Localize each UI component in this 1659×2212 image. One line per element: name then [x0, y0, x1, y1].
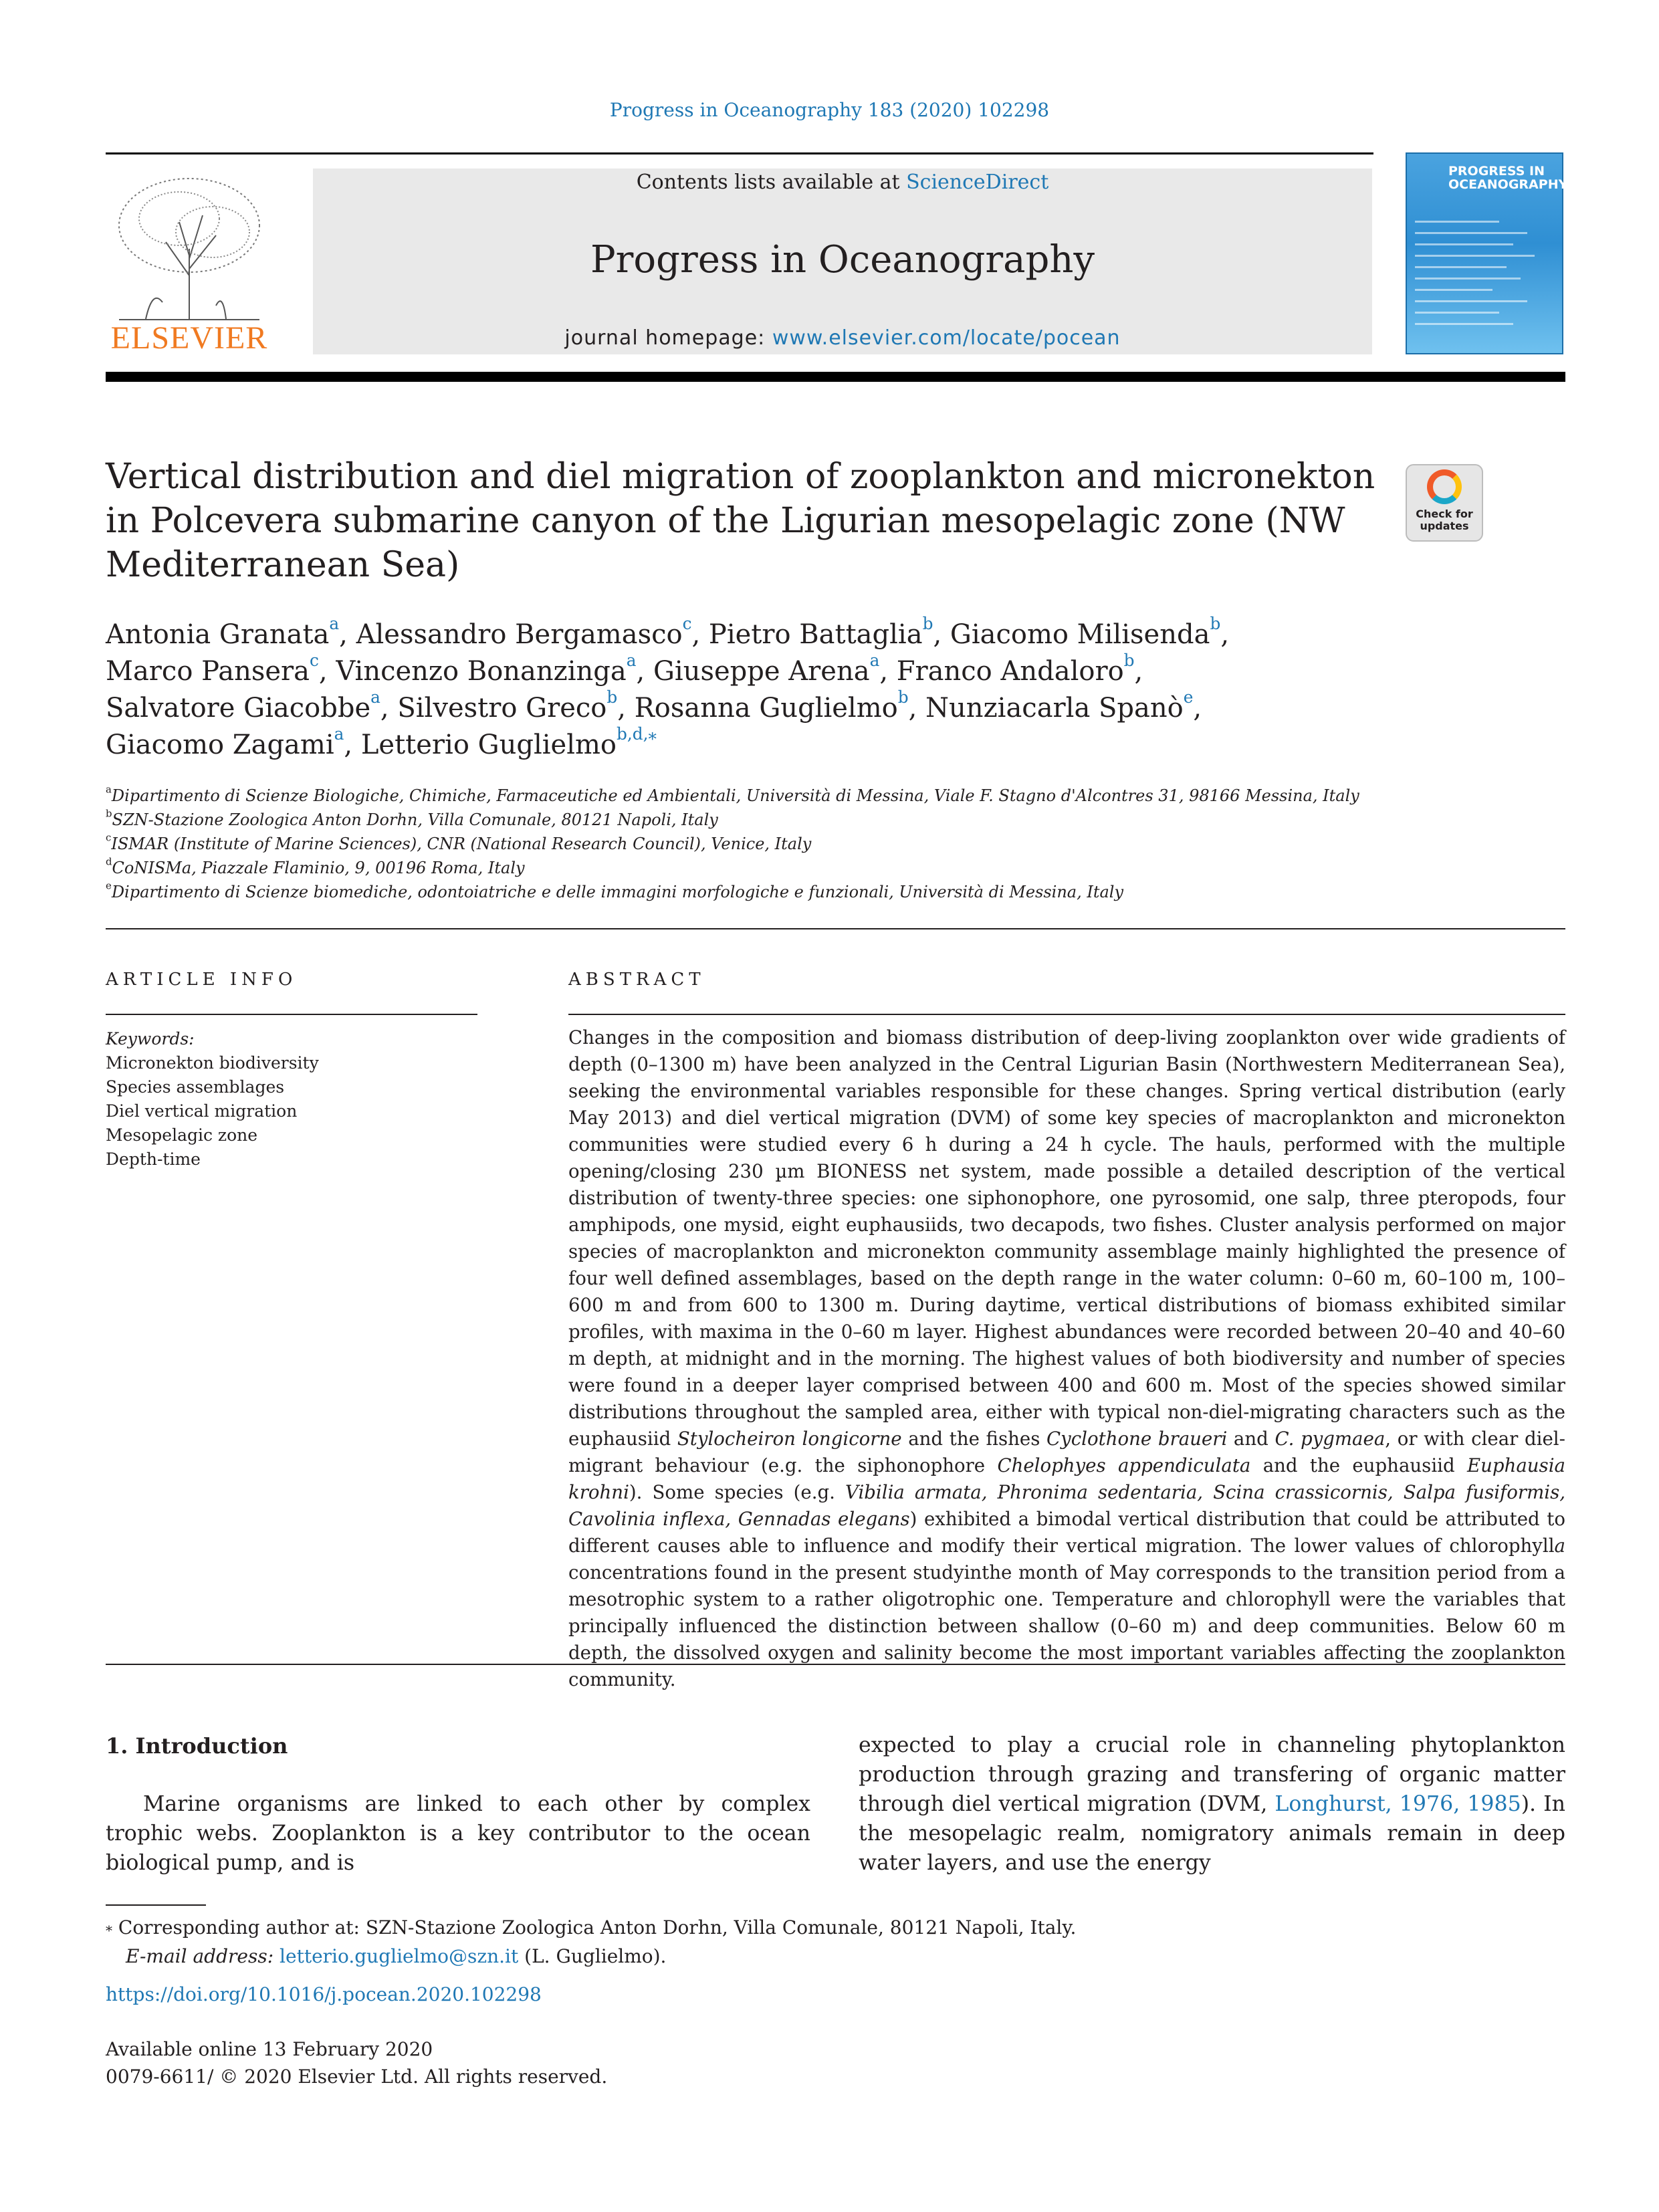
author-separator: , — [1193, 693, 1202, 724]
author-affiliation-mark[interactable]: b — [606, 687, 618, 707]
author-name[interactable]: Alessandro Bergamasco — [356, 619, 683, 650]
affiliation-text: Dipartimento di Scienze Biologiche, Chimiche, Farmaceutiche ed Ambientali, Università di Messina, Viale F. Stagno d'Alcontres 31, 98166 Messina, Italy — [111, 786, 1359, 805]
author-name[interactable]: Antonia Granata — [106, 619, 330, 650]
author-separator: , — [691, 619, 709, 650]
introduction-column-1 — [106, 1789, 810, 1878]
keyword: Micronekton biodiversity — [106, 1053, 319, 1073]
email-suffix: (L. Guglielmo). — [518, 1945, 667, 1967]
abstract-species-name: Stylocheiron longicorne — [677, 1428, 902, 1450]
keyword: Mesopelagic zone — [106, 1125, 258, 1145]
check-for-updates-icon — [1427, 469, 1462, 504]
abstract-text: Changes in the composition and biomass distribution of deep-living zooplankton over wide gradients of depth (0–1300 m) have been analyzed in the Central Ligurian Basin (Northwestern Mediterranean Sea), seeking the environmental variables responsible for these changes. Spring vertical distribution (early May 2013) and diel vertical migration (DVM) of some key species of macroplankton and micronekton communities were studied every 6 h during a 24 h cycle. The hauls, performed with the multiple opening/closing 230 µm BIONESS net system, made possible a detailed description of the vertical distribution of twenty-three species: one siphonophore, one pyrosomid, one salp, three pteropods, four amphipods, one mysid, eight euphausiids, two decapods, two fishes. Cluster analysis performed on major species of macroplankton and micronekton community assemblage mainly highlighted the presence of four well defined assemblages, based on the depth range in the water column: 0–60 m, 60–100 m, 100–600 m and from 600 to 1300 m. During daytime, vertical distributions of biomass exhibited similar profiles, with maxima in the 0–60 m layer. Highest abundances were recorded between 20–40 and 40–60 m depth, at midnight and in the morning. The highest values of both biodiversity and number of species were found in a deeper layer comprised between 400 and 600 m. Most of the species showed similar distributions throughout the sampled area, either with typical non-diel-migrating characters such as the euphausiid — [568, 1026, 1565, 1450]
abstract-rule — [568, 1014, 1565, 1015]
introduction-paragraph: Marine organisms are linked to each other by complex trophic webs. Zooplankton is a key contributor to the ocean biological pump, and is — [106, 1792, 810, 1875]
keyword: Diel vertical migration — [106, 1101, 298, 1121]
contents-line — [313, 171, 1372, 194]
abstract-species-name: a — [1554, 1535, 1565, 1557]
author-line — [106, 613, 1443, 653]
abstract-text: , or with clear diel-migrant behaviour (e.g. the siphonophore — [568, 1428, 1565, 1476]
abstract-species-name: Euphausia krohni — [568, 1454, 1565, 1503]
author-name[interactable]: Nunziacarla Spanò — [925, 693, 1184, 724]
elsevier-wordmark: ELSEVIER — [110, 320, 268, 356]
author-affiliation-mark[interactable]: a — [370, 687, 380, 707]
journal-reference[interactable]: Progress in Oceanography 183 (2020) 102298 — [609, 99, 1050, 121]
author-line — [106, 687, 1443, 727]
affiliation — [106, 808, 1443, 832]
author-affiliation-mark[interactable]: b — [897, 687, 909, 707]
author-separator: , — [339, 619, 356, 650]
publication-info — [106, 2035, 908, 2090]
author-affiliation-mark[interactable]: c — [682, 613, 692, 633]
citation-link-longhurst[interactable]: Longhurst, 1976, 1985 — [1275, 1792, 1521, 1816]
author-affiliation-mark[interactable]: b — [922, 613, 933, 633]
cover-title: PROGRESS IN OCEANOGRAPHY — [1448, 164, 1568, 192]
author-separator: , — [1220, 619, 1230, 650]
footnote-rule — [106, 1904, 206, 1906]
email-label: E-mail address: — [126, 1945, 280, 1967]
abstract-text: and — [1227, 1428, 1275, 1450]
available-online: Available online 13 February 2020 — [106, 2038, 433, 2060]
abstract-body — [568, 1024, 1565, 1693]
corresponding-author-text: Corresponding author at: SZN-Stazione Zoologica Anton Dorhn, Villa Comunale, 80121 Napoli, Italy. — [112, 1916, 1077, 1939]
author-name[interactable]: Giuseppe Arena — [653, 656, 870, 687]
abstract-text: ). Some species (e.g. — [629, 1481, 845, 1503]
affiliation — [106, 832, 1443, 856]
abstract-species-name: C. pygmaea — [1275, 1428, 1386, 1450]
author-affiliation-mark[interactable]: b,d,⁎ — [617, 724, 657, 744]
affiliation — [106, 880, 1443, 904]
check-for-updates-label: Check for updates — [1416, 508, 1473, 532]
abstract-text: concentrations found in the present studyinthe month of May corresponds to the transition period from a mesotrophic system to a rather oligotrophic one. Temperature and chlorophyll were the variables that principally influenced the distinction between shallow (0–60 m) and deep communities. Below 60 m depth, the dissolved oxygen and salinity become the most important variables affecting the zooplankton community. — [568, 1561, 1565, 1690]
abstract-text: ) exhibited a bimodal vertical distribution that could be attributed to different causes able to influence and modify their vertical migration. The lower values of chlorophyll — [568, 1508, 1565, 1557]
author-separator: , — [318, 656, 336, 687]
copyright-line: 0079-6611/ © 2020 Elsevier Ltd. All rights reserved. — [106, 2066, 608, 2088]
email-link[interactable]: letterio.guglielmo@szn.it — [280, 1945, 519, 1967]
affiliation-mark: a — [106, 783, 112, 796]
author-name[interactable]: Salvatore Giacobbe — [106, 693, 371, 724]
abstract-species-name: Chelophyes appendiculata — [997, 1454, 1251, 1476]
header-thick-rule — [106, 372, 1565, 382]
abstract-heading: ABSTRACT — [568, 970, 705, 990]
author-line — [106, 650, 1443, 690]
cover-decoration — [1415, 221, 1555, 334]
author-separator: , — [636, 656, 653, 687]
author-name[interactable]: Giacomo Zagami — [106, 730, 334, 760]
keywords-block — [106, 1027, 477, 1172]
keyword: Species assemblages — [106, 1077, 285, 1097]
homepage-prefix: journal homepage: — [564, 326, 772, 350]
author-separator: , — [617, 693, 635, 724]
affiliation-text: Dipartimento di Scienze biomediche, odontoiatriche e delle immagini morfologiche e funzionali, Università di Messina, Italy — [111, 883, 1124, 901]
header-rule — [106, 152, 1373, 154]
author-separator: , — [380, 693, 398, 724]
article-title: Vertical distribution and diel migration of zooplankton and micronekton in Polcevera submarine canyon of the Ligurian mesopelagic zone (NW Mediterranean Sea) — [106, 457, 1375, 585]
corresponding-author-note — [106, 1912, 1309, 1942]
homepage-link[interactable]: www.elsevier.com/locate/pocean — [772, 326, 1121, 350]
author-affiliation-mark[interactable]: a — [869, 650, 880, 670]
introduction-heading: 1. Introduction — [106, 1733, 288, 1759]
affiliation-mark: b — [106, 807, 112, 820]
author-affiliation-mark[interactable]: e — [1183, 687, 1194, 707]
author-name[interactable]: Rosanna Guglielmo — [634, 693, 898, 724]
abstract-species-name: Vibilia armata, Phronima sedentaria, Scina crassicornis, Salpa fusiformis, Cavolinia inflexa, Gennadas elegans — [568, 1481, 1565, 1530]
author-name[interactable]: Giacomo Milisenda — [950, 619, 1210, 650]
affiliation-mark: c — [106, 831, 112, 844]
journal-title: Progress in Oceanography — [590, 238, 1095, 282]
affiliation-mark: e — [106, 879, 112, 892]
author-separator: , — [1134, 656, 1143, 687]
author-affiliation-mark[interactable]: a — [329, 613, 340, 633]
author-affiliation-mark[interactable]: c — [310, 650, 319, 670]
affiliation-text: CoNISMa, Piazzale Flaminio, 9, 00196 Roma, Italy — [112, 859, 525, 877]
author-name[interactable]: Marco Pansera — [106, 656, 310, 687]
author-affiliation-mark[interactable]: b — [1210, 613, 1221, 633]
author-separator: , — [908, 693, 926, 724]
keywords-label: Keywords: — [106, 1029, 195, 1048]
author-separator: , — [933, 619, 950, 650]
contents-prefix: Contents lists available at — [636, 171, 907, 194]
keywords-list — [106, 1051, 477, 1172]
section-rule — [106, 928, 1565, 929]
author-list — [106, 613, 1443, 764]
introduction-column-2 — [859, 1731, 1565, 1878]
author-line — [106, 724, 1443, 764]
affiliation — [106, 784, 1443, 808]
abstract-text: and the euphausiid — [1250, 1454, 1467, 1476]
introduction-text-b: ). In the mesopelagic realm, nomigratory animals remain in deep water layers, and use the energy — [859, 1792, 1565, 1875]
author-name[interactable]: Letterio Guglielmo — [360, 730, 617, 760]
keyword: Depth-time — [106, 1149, 201, 1169]
email-line — [106, 1942, 1309, 1971]
author-affiliation-mark[interactable]: a — [626, 650, 637, 670]
author-affiliation-mark[interactable]: b — [1123, 650, 1135, 670]
author-separator: , — [344, 730, 361, 760]
sciencedirect-link[interactable]: ScienceDirect — [906, 171, 1049, 194]
abstract-text: and the fishes — [901, 1428, 1047, 1450]
author-separator: , — [879, 656, 897, 687]
article-info-heading: ARTICLE INFO — [106, 970, 298, 990]
homepage-line — [313, 326, 1372, 350]
affiliation-text: ISMAR (Institute of Marine Sciences), CNR (National Research Council), Venice, Italy — [111, 835, 812, 853]
author-name[interactable]: Vincenzo Bonanzinga — [336, 656, 627, 687]
affiliation-mark: d — [106, 855, 112, 868]
author-affiliation-mark[interactable]: a — [334, 724, 344, 744]
affiliation-list — [106, 784, 1443, 904]
abstract-species-name: Cyclothone braueri — [1046, 1428, 1228, 1450]
affiliation — [106, 856, 1443, 880]
footnote-mark: ⁎ — [106, 1918, 112, 1934]
doi-link[interactable]: https://doi.org/10.1016/j.pocean.2020.102298 — [106, 1983, 542, 2005]
author-name[interactable]: Pietro Battaglia — [708, 619, 923, 650]
article-info-rule — [106, 1014, 477, 1015]
author-name[interactable]: Franco Andaloro — [896, 656, 1124, 687]
abstract-bottom-rule — [106, 1664, 1565, 1665]
introduction-text-a: expected to play a crucial role in channeling phytoplankton production through grazing and transfering of organic matter through diel vertical migration (DVM, — [859, 1733, 1565, 1816]
footnote — [106, 1912, 1309, 1971]
author-name[interactable]: Silvestro Greco — [397, 693, 607, 724]
affiliation-text: SZN-Stazione Zoologica Anton Dorhn, Villa Comunale, 80121 Napoli, Italy — [112, 810, 718, 829]
